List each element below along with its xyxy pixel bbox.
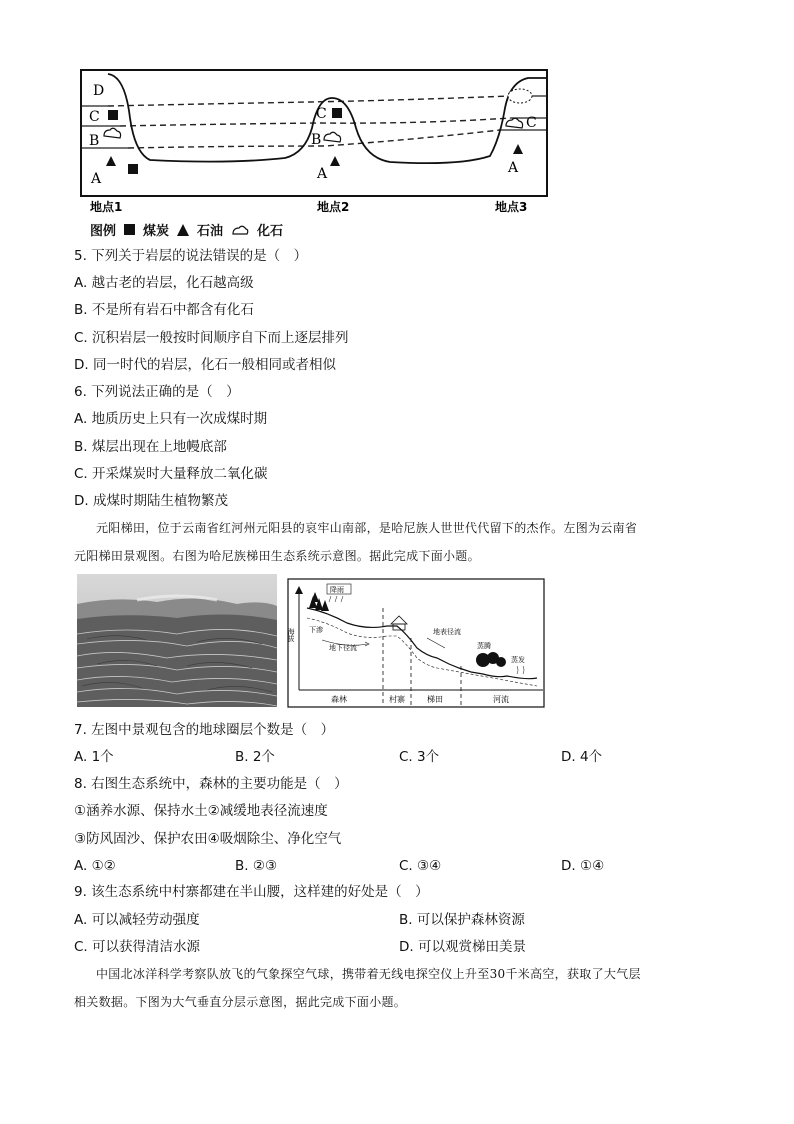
question-9-stem: 9. 该生态系统中村寨都建在半山腰，这样建的好处是（ ）	[74, 884, 429, 900]
legend-title: 图例	[90, 224, 117, 239]
question-9-option-d[interactable]: D. 可以观赏梯田美景	[399, 939, 526, 955]
question-9-option-b[interactable]: B. 可以保护森林资源	[399, 912, 525, 928]
right-label-a: A	[508, 160, 519, 176]
coal-icon	[108, 110, 118, 120]
coal-icon	[124, 224, 135, 235]
evaporation-label: 蒸发	[511, 656, 525, 664]
passage-1-line-2: 元阳梯田景观图。右图为哈尼族梯田生态系统示意图。据此完成下面小题。	[74, 549, 480, 563]
oil-icon	[177, 224, 189, 236]
right-label-c: C	[526, 115, 537, 131]
passage-2	[74, 960, 734, 1016]
question-6-stem: 6. 下列说法正确的是（ ）	[74, 384, 240, 400]
question-8-stem: 8. 右图生态系统中，森林的主要功能是（ ）	[74, 776, 348, 792]
rock-strata-diagram	[80, 68, 548, 218]
passage-1-line-1: 元阳梯田，位于云南省红河州元阳县的哀牢山南部，是哈尼族人世世代代留下的杰作。左图为云南省	[96, 521, 638, 535]
question-6-option-b[interactable]: B. 煤层出现在上地幔底部	[74, 439, 227, 455]
question-7-option-a[interactable]: A. 1个	[74, 749, 114, 765]
question-9-option-a[interactable]: A. 可以减轻劳动强度	[74, 912, 200, 928]
legend-coal: 煤炭	[143, 224, 170, 239]
question-8-option-b[interactable]: B. ②③	[235, 858, 278, 874]
question-5-option-d[interactable]: D. 同一时代的岩层，化石一般相同或者相似	[74, 357, 336, 373]
site-1-label: 地点1	[90, 200, 123, 214]
altitude-label: 海拔	[287, 628, 295, 642]
zone-terraces: 梯田	[427, 695, 443, 704]
surface-runoff-label: 地表径流	[433, 628, 461, 636]
figure1-legend	[90, 220, 283, 239]
question-8-option-a[interactable]: A. ①②	[74, 858, 116, 874]
question-6-option-c[interactable]: C. 开采煤炭时大量释放二氧化碳	[74, 466, 268, 482]
layer-label-d: D	[93, 83, 105, 99]
question-5-option-b[interactable]: B. 不是所有岩石中都含有化石	[74, 302, 254, 318]
terrace-landscape-photo	[77, 574, 277, 707]
groundwater-label: 地下径流	[329, 644, 357, 652]
transpiration-label: 蒸腾	[477, 642, 491, 650]
fossil-icon	[231, 224, 249, 236]
question-7-option-c[interactable]: C. 3个	[399, 749, 440, 765]
zone-village: 村寨	[389, 695, 405, 704]
question-7-stem: 7. 左图中景观包含的地球圈层个数是（ ）	[74, 722, 335, 738]
zone-river: 河流	[493, 695, 509, 704]
question-8-option-c[interactable]: C. ③④	[399, 858, 442, 874]
question-5-option-c[interactable]: C. 沉积岩层一般按时间顺序自下而上逐层排列	[74, 330, 349, 346]
rain-label: 降雨	[330, 586, 344, 594]
question-6-option-d[interactable]: D. 成煤时期陆生植物繁茂	[74, 493, 228, 509]
passage-1	[74, 514, 734, 570]
passage-2-line-2: 相关数据。下图为大气垂直分层示意图，据此完成下面小题。	[74, 995, 407, 1009]
coal-icon	[128, 164, 138, 174]
legend-oil: 石油	[197, 224, 224, 239]
zone-forest: 森林	[331, 695, 347, 704]
mid-label-b: B	[311, 132, 322, 148]
layer-label-b: B	[89, 133, 100, 149]
infiltration-label: 下渗	[309, 626, 323, 634]
mid-label-a: A	[317, 166, 328, 182]
site-2-label: 地点2	[317, 200, 350, 214]
question-8-statements-2: ③防风固沙、保护农田④吸烟除尘、净化空气	[74, 831, 342, 847]
layer-label-c: C	[89, 109, 100, 125]
question-5-option-a[interactable]: A. 越古老的岩层，化石越高级	[74, 275, 254, 291]
terrace-ecosystem-diagram	[287, 578, 545, 708]
layer-label-a: A	[91, 171, 102, 187]
question-6-option-a[interactable]: A. 地质历史上只有一次成煤时期	[74, 411, 268, 427]
question-8-option-d[interactable]: D. ①④	[561, 858, 605, 874]
passage-2-line-1: 中国北冰洋科学考察队放飞的气象探空气球，携带着无线电探空仪上升至30千米高空，获取了大气层	[96, 967, 641, 981]
mid-label-c: C	[316, 106, 327, 122]
legend-fossil: 化石	[257, 224, 284, 239]
question-8-statements-1: ①涵养水源、保持水土②减缓地表径流速度	[74, 803, 328, 819]
question-7-option-b[interactable]: B. 2个	[235, 749, 275, 765]
coal-icon	[332, 108, 342, 118]
question-9-option-c[interactable]: C. 可以获得清洁水源	[74, 939, 201, 955]
question-5-stem: 5. 下列关于岩层的说法错误的是（ ）	[74, 248, 308, 264]
site-3-label: 地点3	[495, 200, 528, 214]
question-7-option-d[interactable]: D. 4个	[561, 749, 603, 765]
